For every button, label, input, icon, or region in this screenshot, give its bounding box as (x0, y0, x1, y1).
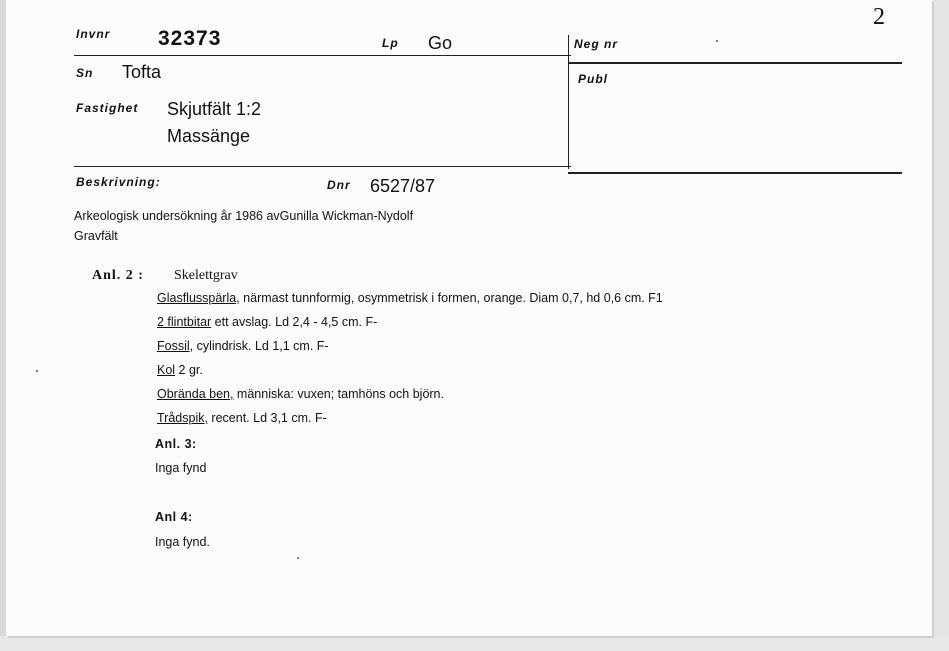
header-line-right (568, 62, 902, 64)
header-line-left (74, 55, 571, 56)
anl4-text: Inga fynd. (155, 535, 210, 549)
anl3-text: Inga fynd (155, 461, 207, 475)
negnr-label: Neg nr (574, 37, 619, 51)
scan-edge-bottom (0, 636, 949, 651)
scan-speck (297, 557, 299, 559)
header-bottom-line-right (568, 172, 902, 174)
find-description: ett avslag. Ld 2,4 - 4,5 cm. F- (211, 315, 378, 329)
fastighet-line2: Massänge (167, 126, 251, 146)
anl4-heading: Anl 4: (155, 510, 193, 524)
scan-edge-right (932, 0, 949, 651)
find-term: Trådspik, (157, 411, 208, 425)
sn-value: Tofta (122, 62, 162, 82)
find-description: recent. Ld 3,1 cm. F- (207, 411, 327, 425)
find-item (157, 291, 663, 305)
beskrivning-label: Beskrivning: (76, 175, 161, 189)
find-term: Obrända ben, (157, 387, 234, 401)
lp-label: Lp (382, 36, 399, 50)
invnr-label: Invnr (76, 27, 111, 41)
find-term: Fossil (157, 339, 190, 353)
sn-label: Sn (76, 66, 94, 80)
scan-speck (716, 40, 718, 42)
header-bottom-line-left (74, 166, 571, 167)
dnr-label: Dnr (327, 178, 351, 192)
find-description: människa: vuxen; tamhöns och björn. (233, 387, 444, 401)
catalog-card (6, 0, 932, 636)
lp-value: Go (428, 33, 453, 53)
anl3-heading: Anl. 3: (155, 437, 197, 451)
intro-line2: Gravfält (74, 229, 118, 243)
find-item (157, 315, 377, 329)
anl2-heading: Anl. 2 : (92, 268, 144, 283)
find-item (157, 339, 329, 353)
find-item (157, 411, 327, 425)
fastighet-line1: Skjutfält 1:2 (167, 99, 262, 119)
dnr-value: 6527/87 (370, 176, 436, 196)
invnr-value: 32373 (158, 27, 222, 50)
vertical-divider (568, 35, 569, 169)
find-description: , cylindrisk. Ld 1,1 cm. F- (189, 339, 329, 353)
find-description: 2 gr. (175, 363, 203, 377)
intro-line1: Arkeologisk undersökning år 1986 avGunilla Wickman-Nydolf (74, 209, 414, 223)
find-term: Kol (157, 363, 176, 377)
page-number: 2 (873, 4, 885, 30)
find-term: 2 flintbitar (157, 315, 212, 329)
anl2-title: Skelettgrav (174, 268, 238, 283)
find-item (157, 363, 203, 377)
fastighet-label: Fastighet (76, 101, 139, 115)
find-description: närmast tunnformig, osymmetrisk i formen, orange. Diam 0,7, hd 0,6 cm. F1 (239, 291, 663, 305)
publ-label: Publ (578, 72, 608, 86)
find-term: Glasflusspärla, (157, 291, 240, 305)
scan-speck (36, 370, 38, 372)
find-item (157, 387, 444, 401)
